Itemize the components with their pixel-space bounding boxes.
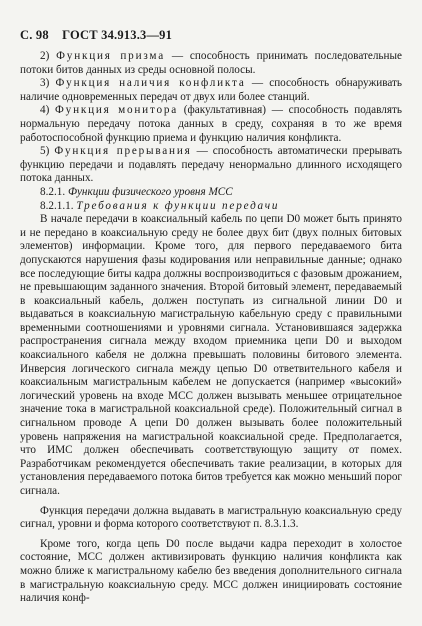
term: Функция призма	[56, 50, 165, 62]
page-header	[20, 28, 172, 43]
term: Функция монитора	[55, 104, 179, 117]
item-number: 3)	[40, 77, 50, 90]
section-number: 8.2.1.	[40, 185, 66, 198]
term: Функция прерывания	[54, 145, 192, 158]
body-paragraph: Функция передачи должна выдавать в магистральную коаксиальную среду сигнал, уровни и форма которого соответствуют п. 8.3.1.3.	[20, 504, 402, 531]
subsection-number: 8.2.1.1.	[40, 199, 74, 212]
item-number: 2)	[40, 50, 50, 62]
paragraph-function-jabber	[20, 145, 402, 186]
page-body	[20, 50, 402, 606]
definition: — способность обнаруживать наличие одновременных передач от двух или более станций.	[20, 77, 402, 103]
section-heading	[20, 186, 402, 200]
definition: (факультативная) — способность подавлять нормальную передачу потока данных в среду, сохраняя в то же время работоспособной функцию приема и функцию наличия конфликта.	[20, 104, 402, 144]
definition: — способность принимать последовательные потоки битов данных из среды основной полосы.	[20, 50, 402, 76]
section-title: Функции физического уровня МСС	[67, 185, 233, 198]
paragraph-function-prism	[20, 50, 402, 77]
standard-code: ГОСТ 34.913.3—91	[62, 28, 173, 42]
page-number: С. 98	[20, 28, 49, 42]
body-paragraph: В начале передачи в коаксиальный кабель по цепи D0 может быть принято и не передано в коаксиальную среду не более двух бит (двух полных битовых элементов) информации. Кроме того, для первого передаваемого бита допускаются нарушения фазы кодирования или неправильные данные; однако все последующие биты кадра должны воспроизводиться с фазовым дрожанием, не превышающим заданного значения. Второй битовый элемент, передаваемый в коаксиальный кабель, должен поступать из сигнальной линии D0 и выдаваться в коаксиальную магистральную кабельную среду с правильными временными соотношениями и уровнями сигнала. Установившаяся задержка распространения сигнала между входом приемника цепи D0 и выходом коаксиального кабеля не должна превышать половины битового элемента. Инверсия логического сигнала между цепью D0 ответвительного кабеля и коаксиальным магистральным кабелем не допускается (например «высокий» логический уровень на входе МСС должен вызывать меньшее отрицательное значение тока в магистральной коаксиальной среде). Положительный сигнал в сигнальном проводе А цепи D0 должен вызывать более положительный уровень напряжения на магистральной коаксиальной среде. Предполагается, что ИМС должен обеспечивать соответствующую защиту от помех. Разработчикам рекомендуется обеспечивать такие реализации, в которых для установления передаваемого потока битов требуется как можно меньший порог сигнала.	[20, 213, 402, 497]
subsection-title: Требования к функции передачи	[76, 199, 280, 212]
item-number: 5)	[40, 145, 50, 158]
paragraph-function-monitor	[20, 104, 402, 145]
item-number: 4)	[40, 104, 50, 117]
definition: — способность автоматически прерывать функцию передачи и подавлять передачу ненормально длинного исходящего потока данных.	[20, 145, 402, 185]
body-paragraph: Кроме того, когда цепь D0 после выдачи кадра переходит в холостое состояние, МСС должен активизировать функцию наличия конфликта как можно ближе к магистральному кабелю без введения дополнительного сигнала в магистральную коаксиальную среду. МСС должен инициировать состояние наличия конф-	[20, 537, 402, 605]
term: Функция наличия конфликта	[55, 77, 246, 90]
paragraph-function-collision	[20, 77, 402, 104]
subsection-heading	[20, 200, 402, 214]
